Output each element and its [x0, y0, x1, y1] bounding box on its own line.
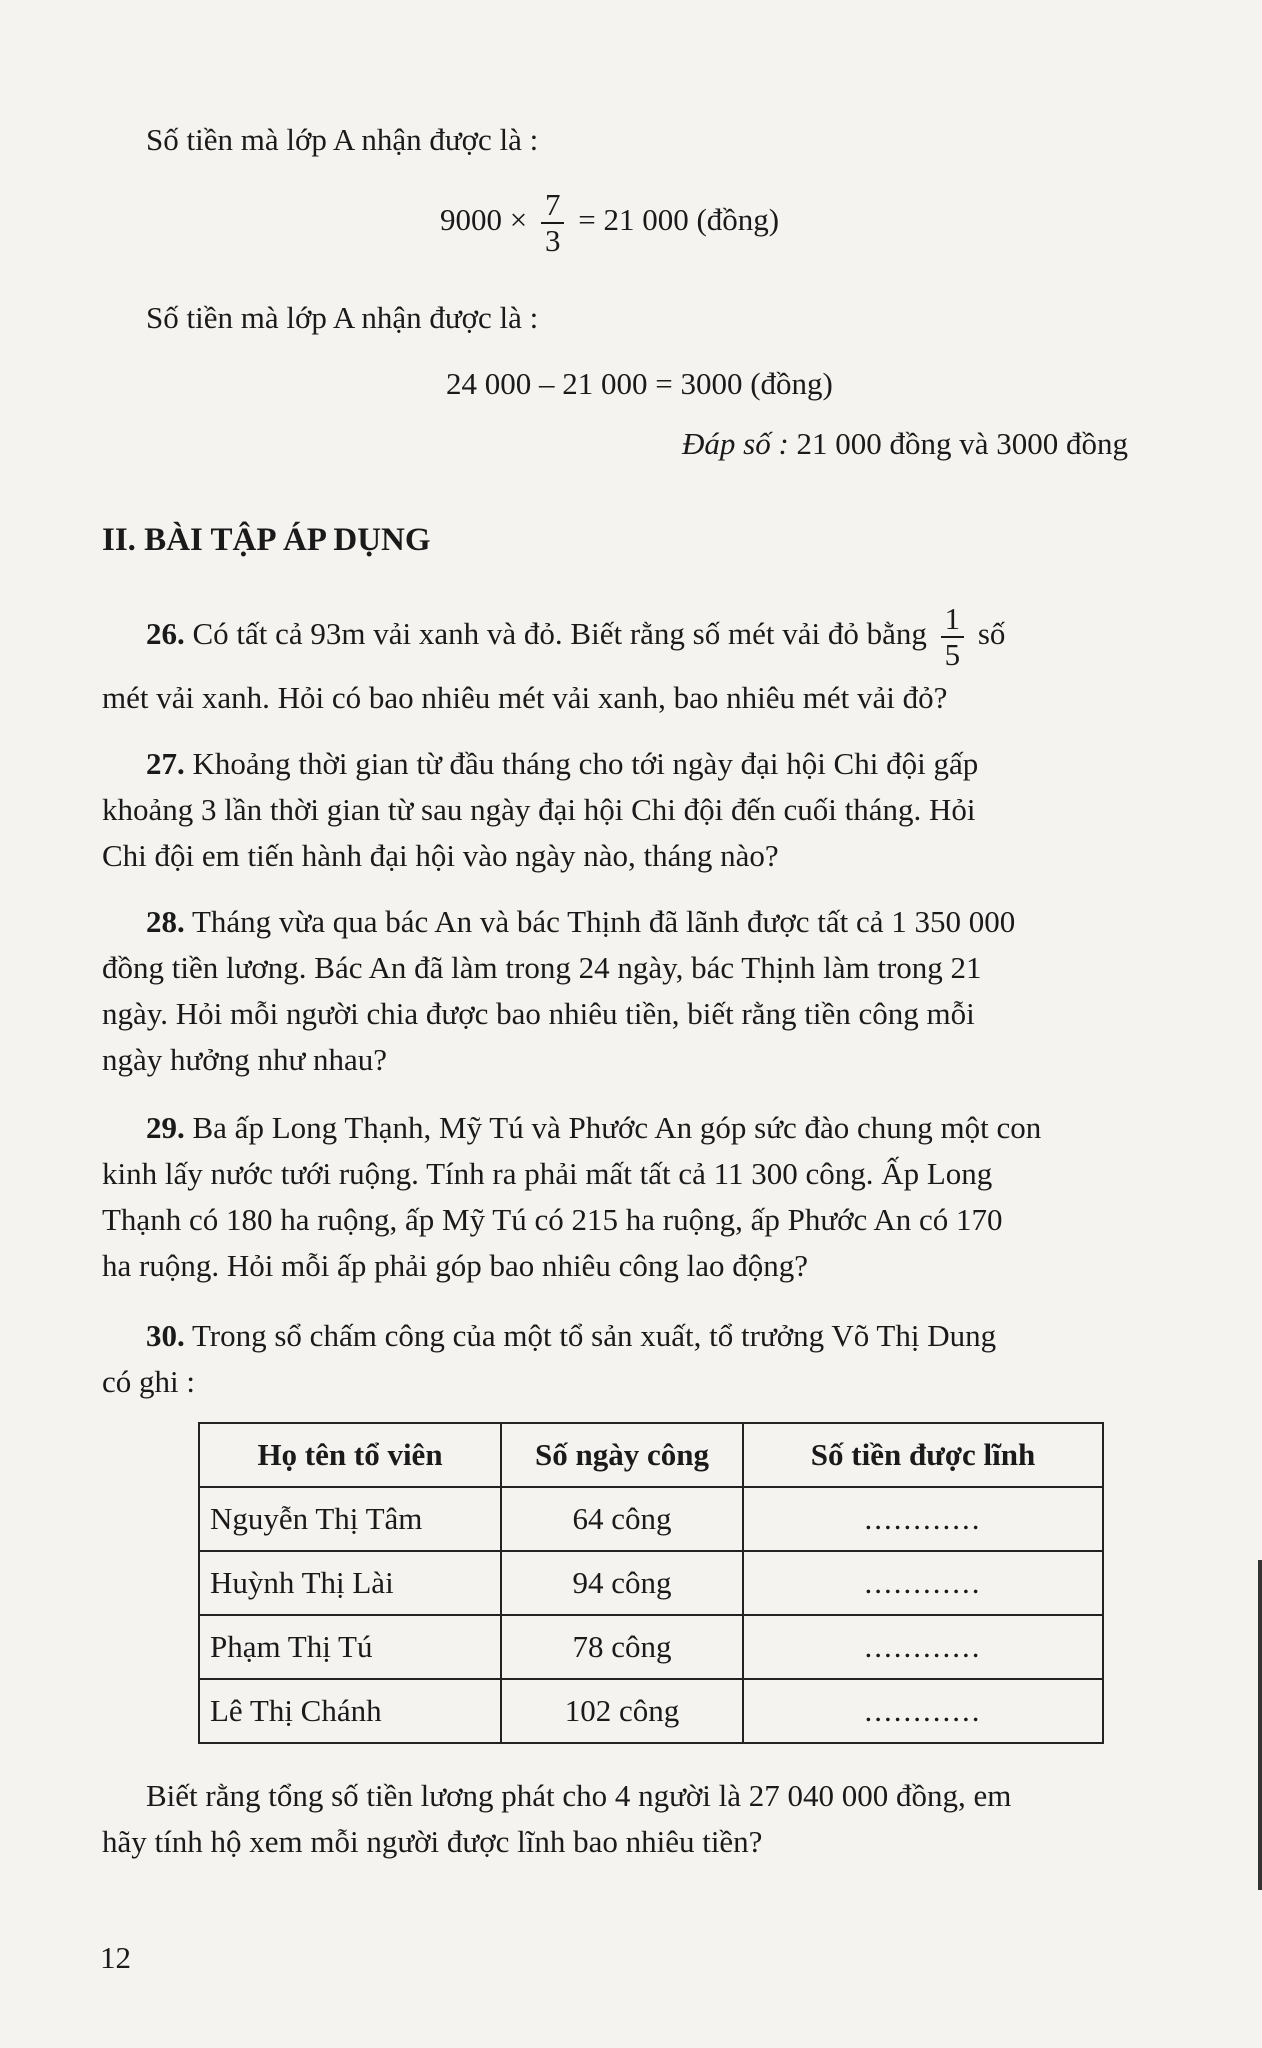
- calc1-left: 9000 ×: [440, 202, 528, 238]
- problem-30-after-2: hãy tính hộ xem mỗi người được lĩnh bao nhiêu tiền?: [102, 1824, 763, 1859]
- cell-name: Lê Thị Chánh: [199, 1679, 501, 1743]
- cell-days: 64 công: [501, 1487, 743, 1551]
- table-row: [199, 1615, 1103, 1679]
- example-line-1: Số tiền mà lớp A nhận được là :: [146, 122, 539, 157]
- problem-29-line-4: ha ruộng. Hỏi mỗi ấp phải góp bao nhiêu công lao động?: [102, 1248, 808, 1283]
- problem-30-after-1: Biết rằng tổng số tiền lương phát cho 4 người là 27 040 000 đồng, em: [146, 1778, 1012, 1813]
- calc1-numerator: 7: [541, 188, 565, 224]
- answer-value: 21 000 đồng và 3000 đồng: [796, 426, 1129, 461]
- answer-label: Đáp số :: [682, 426, 789, 461]
- calc1-fraction: [541, 188, 565, 258]
- p26-numerator: 1: [941, 602, 965, 638]
- work-days-table: [198, 1422, 1104, 1744]
- problem-27-number: 27.: [146, 746, 185, 781]
- problem-29-line-3: Thạnh có 180 ha ruộng, ấp Mỹ Tú có 215 ha ruộng, ấp Phước An có 170: [102, 1202, 1003, 1237]
- cell-money: ............: [743, 1551, 1103, 1615]
- problem-27-line-1: [146, 744, 978, 784]
- cell-days: 78 công: [501, 1615, 743, 1679]
- cell-name: Phạm Thị Tú: [199, 1615, 501, 1679]
- calc1-right: = 21 000 (đồng): [578, 202, 780, 238]
- problem-29-number: 29.: [146, 1110, 185, 1145]
- problem-28-line-1: [146, 902, 1015, 942]
- page-number: 12: [100, 1940, 131, 1975]
- table-row: [199, 1679, 1103, 1743]
- col-header-name: Họ tên tổ viên: [199, 1423, 501, 1487]
- calc1-denominator: 3: [544, 223, 561, 258]
- problem-28-text: Tháng vừa qua bác An và bác Thịnh đã lãnh được tất cả 1 350 000: [191, 904, 1016, 939]
- problem-26-text: Có tất cả 93m vải xanh và đỏ. Biết rằng số mét vải đỏ bằng: [192, 616, 927, 652]
- cell-days: 102 công: [501, 1679, 743, 1743]
- example-calc-1: [440, 188, 779, 258]
- problem-26-text-end: số: [977, 616, 1006, 652]
- example-answer: [682, 424, 1128, 464]
- problem-30-text: Trong sổ chấm công của một tổ sản xuất, tổ trưởng Võ Thị Dung: [191, 1318, 997, 1353]
- cell-money: ............: [743, 1679, 1103, 1743]
- problem-29-line-1: [146, 1108, 1041, 1148]
- table-header-row: [199, 1423, 1103, 1487]
- problem-29-text: Ba ấp Long Thạnh, Mỹ Tú và Phước An góp sức đào chung một con: [192, 1110, 1042, 1145]
- col-header-money: Số tiền được lĩnh: [743, 1423, 1103, 1487]
- problem-28-line-4: ngày hưởng như nhau?: [102, 1042, 388, 1077]
- cell-name: Huỳnh Thị Lài: [199, 1551, 501, 1615]
- table-row: [199, 1551, 1103, 1615]
- problem-26-number: 26.: [146, 616, 185, 652]
- problem-27-line-3: Chi đội em tiến hành đại hội vào ngày nào, tháng nào?: [102, 838, 779, 873]
- problem-28-line-2: đồng tiền lương. Bác An đã làm trong 24 ngày, bác Thịnh làm trong 21: [102, 950, 982, 985]
- problem-27-line-2: khoảng 3 lần thời gian từ sau ngày đại hội Chi đội đến cuối tháng. Hỏi: [102, 792, 976, 827]
- cell-name: Nguyễn Thị Tâm: [199, 1487, 501, 1551]
- problem-27-text: Khoảng thời gian từ đầu tháng cho tới ngày đại hội Chi đội gấp: [192, 746, 979, 781]
- problem-26-fraction: [941, 602, 965, 672]
- problem-30-line-2: có ghi :: [102, 1364, 195, 1399]
- page-edge-shadow: [1258, 1560, 1262, 1890]
- cell-days: 94 công: [501, 1551, 743, 1615]
- problem-30-number: 30.: [146, 1318, 185, 1353]
- problem-28-number: 28.: [146, 904, 185, 939]
- col-header-days: Số ngày công: [501, 1423, 743, 1487]
- table-row: [199, 1487, 1103, 1551]
- problem-26-line-2: mét vải xanh. Hỏi có bao nhiêu mét vải xanh, bao nhiêu mét vải đỏ?: [102, 680, 948, 715]
- problem-30-line-1: [146, 1316, 996, 1356]
- p26-denominator: 5: [944, 637, 961, 672]
- cell-money: ............: [743, 1487, 1103, 1551]
- example-line-2: Số tiền mà lớp A nhận được là :: [146, 300, 539, 335]
- problem-26-line-1: [146, 602, 1005, 672]
- example-calc-2: 24 000 – 21 000 = 3000 (đồng): [446, 366, 833, 401]
- section-title: II. BÀI TẬP ÁP DỤNG: [102, 522, 431, 558]
- cell-money: ............: [743, 1615, 1103, 1679]
- problem-29-line-2: kinh lấy nước tưới ruộng. Tính ra phải mất tất cả 11 300 công. Ấp Long: [102, 1156, 993, 1191]
- problem-28-line-3: ngày. Hỏi mỗi người chia được bao nhiêu tiền, biết rằng tiền công mỗi: [102, 996, 975, 1031]
